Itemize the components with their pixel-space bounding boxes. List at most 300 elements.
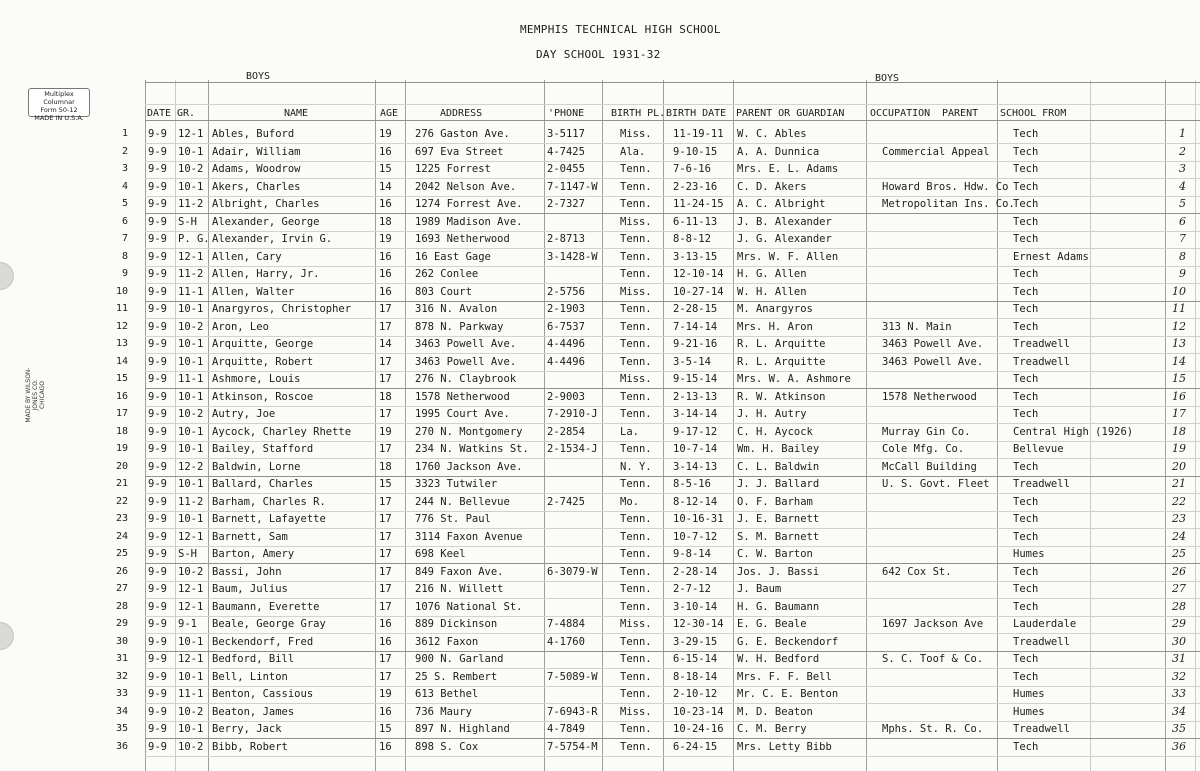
row-rule	[145, 616, 1200, 617]
row-margin-number: 9	[1179, 267, 1186, 280]
row-date: 9-9	[148, 145, 167, 158]
row-date: 9-9	[148, 443, 167, 455]
row-birth-date: 2-10-12	[673, 688, 718, 700]
row-parent: J. Baum	[737, 583, 782, 595]
row-address: 244 N. Bellevue	[415, 495, 510, 508]
row-rule	[145, 388, 1200, 389]
row-birth-place: Miss.	[620, 285, 652, 298]
row-birth-date: 10-23-14	[673, 705, 724, 718]
row-phone: 4-4496	[547, 338, 585, 350]
row-parent: J. B. Alexander	[737, 215, 832, 228]
row-birth-place: Tenn.	[620, 233, 652, 245]
row-phone: 4-7425	[547, 145, 585, 158]
row-grade: 10-1	[178, 723, 204, 735]
row-birth-place: Tenn.	[620, 478, 652, 490]
row-rule	[145, 738, 1200, 739]
row-age: 19	[379, 688, 392, 700]
row-age: 17	[379, 320, 392, 333]
row-birth-place: Tenn.	[620, 688, 652, 700]
row-address: 3463 Powell Ave.	[415, 338, 517, 350]
row-parent: C. W. Barton	[737, 548, 813, 560]
column-header-grade: GR.	[177, 108, 196, 119]
row-date: 9-9	[148, 198, 167, 210]
row-grade: 10-2	[178, 565, 204, 578]
row-grade: 10-1	[178, 355, 204, 368]
row-phone: 7-2910-J	[547, 408, 598, 420]
row-name: Autry, Joe	[212, 408, 276, 420]
row-parent: Mrs. H. Aron	[737, 320, 813, 333]
row-school-from: Tech	[1013, 163, 1039, 175]
form-stub-line: Form 50-12	[40, 106, 78, 114]
row-school-from: Tech	[1013, 583, 1039, 595]
row-birth-date: 8-12-14	[673, 495, 718, 508]
row-age: 17	[379, 565, 392, 578]
row-name: Arquitte, George	[212, 338, 314, 350]
row-birth-date: 3-13-15	[673, 250, 718, 263]
row-margin-number: 27	[1172, 582, 1186, 595]
row-date: 9-9	[148, 338, 167, 350]
row-grade: 10-1	[178, 338, 204, 350]
row-birth-date: 7-14-14	[673, 320, 718, 333]
row-name: Aron, Leo	[212, 320, 269, 333]
row-date: 9-9	[148, 303, 167, 315]
row-number: 15	[115, 373, 128, 384]
row-grade: 10-1	[178, 635, 204, 648]
row-margin-number: 24	[1172, 529, 1186, 543]
row-name: Ashmore, Louis	[212, 373, 301, 385]
row-rule	[145, 161, 1200, 162]
row-birth-place: Tenn.	[620, 565, 652, 578]
row-school-from: Ernest Adams	[1013, 250, 1089, 263]
row-name: Arquitte, Robert	[212, 355, 314, 368]
row-rule	[145, 598, 1200, 599]
row-rule	[145, 458, 1200, 459]
row-phone: 7-4884	[547, 618, 585, 630]
row-grade: 10-2	[178, 408, 204, 420]
row-address: 316 N. Avalon	[415, 303, 498, 315]
row-birth-date: 3-14-14	[673, 408, 718, 420]
row-address: 270 N. Montgomery	[415, 425, 523, 438]
row-margin-number: 31	[1172, 652, 1186, 665]
row-parent: M. D. Beaton	[737, 705, 813, 718]
row-birth-date: 8-5-16	[673, 478, 711, 490]
row-date: 9-9	[148, 268, 167, 280]
row-name: Beale, George Gray	[212, 618, 326, 630]
row-parent: C. D. Akers	[737, 180, 807, 193]
row-name: Anargyros, Christopher	[212, 303, 352, 315]
row-grade: 11-1	[178, 285, 204, 298]
row-date: 9-9	[148, 513, 167, 525]
row-margin-number: 7	[1179, 232, 1186, 245]
row-grade: 10-1	[178, 145, 204, 158]
row-address: 276 N. Claybrook	[415, 373, 517, 385]
row-date: 9-9	[148, 600, 167, 613]
row-margin-number: 21	[1172, 477, 1186, 490]
row-parent: R. W. Atkinson	[737, 390, 826, 403]
row-address: 276 Gaston Ave.	[415, 128, 510, 140]
row-rule	[145, 283, 1200, 284]
row-phone: 2-1903	[547, 303, 585, 315]
row-birth-place: Tenn.	[620, 390, 652, 403]
row-age: 16	[379, 145, 392, 158]
row-number: 18	[115, 425, 128, 437]
row-address: 697 Eva Street	[415, 145, 504, 158]
row-rule	[145, 721, 1200, 722]
row-grade: 10-1	[178, 513, 204, 525]
row-occupation: Howard Bros. Hdw. Co	[882, 180, 1009, 193]
row-number: 35	[115, 723, 128, 734]
row-margin-number: 15	[1172, 372, 1186, 385]
row-age: 17	[379, 600, 392, 613]
row-birth-place: Tenn.	[620, 268, 652, 280]
row-rule	[145, 371, 1200, 372]
row-parent: A. A. Dunnica	[737, 145, 820, 158]
row-name: Allen, Walter	[212, 285, 295, 298]
row-name: Baldwin, Lorne	[212, 460, 301, 473]
row-age: 16	[379, 635, 392, 648]
row-number: 24	[115, 530, 128, 542]
row-age: 16	[379, 250, 392, 263]
row-number: 25	[115, 548, 128, 559]
row-birth-date: 9-10-15	[673, 145, 718, 158]
row-date: 9-9	[148, 233, 167, 245]
row-number: 11	[115, 303, 128, 314]
column-header-date: DATE	[147, 108, 172, 119]
row-school-from: Lauderdale	[1013, 618, 1077, 630]
row-address: 16 East Gage	[415, 250, 491, 263]
row-school-from: Tech	[1013, 145, 1039, 158]
row-name: Bibb, Robert	[212, 740, 288, 753]
row-name: Allen, Cary	[212, 250, 282, 263]
row-parent: Mrs. Letty Bibb	[737, 740, 832, 753]
row-number: 27	[115, 583, 128, 594]
row-school-from: Humes	[1013, 688, 1045, 700]
row-birth-date: 10-7-14	[673, 443, 718, 455]
row-name: Benton, Cassious	[212, 688, 314, 700]
row-occupation: 642 Cox St.	[882, 565, 952, 578]
row-age: 16	[379, 198, 392, 210]
row-parent: A. C. Albright	[737, 198, 826, 210]
row-date: 9-9	[148, 635, 167, 648]
row-rule	[145, 651, 1200, 652]
row-rule	[145, 668, 1200, 669]
row-date: 9-9	[148, 390, 167, 403]
column-header-parent: PARENT OR GUARDIAN	[736, 108, 845, 119]
column-header-birth-place: BIRTH PL.	[611, 108, 666, 119]
row-number: 33	[115, 688, 128, 699]
row-rule	[145, 248, 1200, 249]
row-occupation: 3463 Powell Ave.	[882, 355, 984, 368]
row-age: 15	[379, 723, 392, 735]
row-margin-number: 17	[1172, 407, 1186, 420]
row-age: 16	[379, 268, 392, 280]
row-phone: 2-2854	[547, 425, 585, 438]
row-address: 262 Conlee	[415, 268, 479, 280]
row-birth-place: Tenn.	[620, 180, 652, 193]
row-parent: J. G. Alexander	[737, 233, 832, 245]
row-date: 9-9	[148, 355, 167, 368]
row-age: 18	[379, 460, 392, 473]
row-date: 9-9	[148, 583, 167, 595]
row-name: Allen, Harry, Jr.	[212, 268, 320, 280]
row-parent: Mr. C. E. Benton	[737, 688, 839, 700]
row-grade: 12-1	[178, 128, 204, 140]
row-name: Adair, William	[212, 145, 301, 158]
row-number: 14	[115, 355, 128, 367]
row-name: Bedford, Bill	[212, 653, 295, 665]
row-rule	[145, 178, 1200, 179]
row-number: 23	[115, 513, 128, 524]
row-age: 14	[379, 180, 392, 193]
row-school-from: Treadwell	[1013, 338, 1070, 350]
row-birth-date: 10-7-12	[673, 530, 718, 543]
row-occupation: McCall Building	[882, 460, 977, 473]
row-date: 9-9	[148, 723, 167, 735]
row-birth-place: N. Y.	[620, 460, 652, 473]
row-birth-place: Tenn.	[620, 250, 652, 263]
row-school-from: Tech	[1013, 565, 1039, 578]
row-address: 1989 Madison Ave.	[415, 215, 523, 228]
maker-mark: MADE BY WILSON-JONES CO. CHICAGO	[25, 367, 46, 423]
row-rule	[145, 546, 1200, 547]
row-school-from: Tech	[1013, 180, 1039, 193]
row-number: 22	[115, 495, 128, 507]
row-name: Barnett, Lafayette	[212, 513, 326, 525]
form-stub-line: Multiplex Columnar	[43, 90, 75, 106]
row-address: 849 Faxon Ave.	[415, 565, 504, 578]
row-age: 17	[379, 303, 392, 315]
row-school-from: Tech	[1013, 320, 1039, 333]
row-address: 3114 Faxon Avenue	[415, 530, 523, 543]
row-age: 17	[379, 670, 392, 683]
row-grade: P. G.	[178, 233, 210, 245]
row-address: 613 Bethel	[415, 688, 479, 700]
row-date: 9-9	[148, 128, 167, 140]
row-name: Beaton, James	[212, 705, 295, 718]
row-rule	[145, 406, 1200, 407]
row-birth-date: 11-19-11	[673, 128, 724, 140]
row-date: 9-9	[148, 705, 167, 718]
row-age: 17	[379, 548, 392, 560]
row-phone: 7-5754-M	[547, 740, 598, 753]
row-birth-date: 2-13-13	[673, 390, 718, 403]
row-margin-number: 30	[1172, 634, 1186, 648]
row-margin-number: 25	[1172, 547, 1186, 560]
row-grade: 10-1	[178, 443, 204, 455]
row-margin-number: 23	[1172, 512, 1186, 525]
row-name: Alexander, Irvin G.	[212, 233, 333, 245]
row-birth-place: Tenn.	[620, 338, 652, 350]
row-grade: 12-1	[178, 600, 204, 613]
row-age: 17	[379, 495, 392, 508]
row-address: 3463 Powell Ave.	[415, 355, 517, 368]
row-grade: 12-1	[178, 250, 204, 263]
row-occupation: Commercial Appeal	[882, 145, 990, 158]
row-birth-place: Tenn.	[620, 723, 652, 735]
row-school-from: Tech	[1013, 670, 1039, 683]
row-date: 9-9	[148, 495, 167, 508]
row-date: 9-9	[148, 320, 167, 333]
row-phone: 3-5117	[547, 128, 585, 140]
row-name: Ables, Buford	[212, 128, 295, 140]
row-birth-date: 12-30-14	[673, 618, 724, 630]
row-date: 9-9	[148, 408, 167, 420]
row-address: 897 N. Highland	[415, 723, 510, 735]
row-school-from: Tech	[1013, 495, 1039, 508]
row-grade: 10-1	[178, 390, 204, 403]
row-phone: 7-5089-W	[547, 670, 598, 683]
row-parent: Mrs. W. A. Ashmore	[737, 373, 851, 385]
row-name: Baumann, Everette	[212, 600, 320, 613]
row-number: 29	[115, 618, 128, 629]
row-margin-number: 16	[1172, 389, 1186, 403]
row-address: 889 Dickinson	[415, 618, 498, 630]
row-date: 9-9	[148, 530, 167, 543]
row-school-from: Humes	[1013, 548, 1045, 560]
row-phone: 3-1428-W	[547, 250, 598, 263]
row-school-from: Tech	[1013, 268, 1039, 280]
row-occupation: 1578 Netherwood	[882, 390, 977, 403]
row-birth-date: 9-8-14	[673, 548, 711, 560]
row-name: Ballard, Charles	[212, 478, 314, 490]
row-parent: S. M. Barnett	[737, 530, 820, 543]
form-stub	[28, 88, 90, 122]
row-address: 1274 Forrest Ave.	[415, 198, 523, 210]
row-margin-number: 12	[1172, 319, 1186, 333]
row-margin-number: 13	[1172, 337, 1186, 350]
row-address: 1578 Netherwood	[415, 390, 510, 403]
row-date: 9-9	[148, 285, 167, 298]
row-school-from: Humes	[1013, 705, 1045, 718]
row-birth-place: Tenn.	[620, 443, 652, 455]
row-parent: C. H. Aycock	[737, 425, 813, 438]
row-phone: 7-6943-R	[547, 705, 598, 718]
row-parent: G. E. Beckendorf	[737, 635, 839, 648]
row-number: 12	[115, 320, 128, 332]
row-date: 9-9	[148, 565, 167, 578]
row-birth-place: Tenn.	[620, 530, 652, 543]
row-number: 2	[121, 145, 128, 157]
column-header-birth-date: BIRTH DATE	[666, 108, 727, 119]
row-birth-place: Tenn.	[620, 303, 652, 315]
row-age: 18	[379, 215, 392, 228]
row-birth-date: 10-24-16	[673, 723, 724, 735]
row-margin-number: 19	[1172, 442, 1186, 455]
row-birth-date: 11-24-15	[673, 198, 724, 210]
row-grade: 12-1	[178, 653, 204, 665]
school-title: MEMPHIS TECHNICAL HIGH SCHOOL	[520, 23, 721, 36]
row-parent: Jos. J. Bassi	[737, 565, 820, 578]
row-birth-place: Tenn.	[620, 513, 652, 525]
row-rule	[145, 82, 1200, 83]
row-grade: 11-1	[178, 373, 204, 385]
row-birth-date: 12-10-14	[673, 268, 724, 280]
row-birth-date: 8-18-14	[673, 670, 718, 683]
row-name: Baum, Julius	[212, 583, 288, 595]
row-birth-place: La.	[620, 425, 639, 438]
row-date: 9-9	[148, 670, 167, 683]
row-name: Bassi, John	[212, 565, 282, 578]
row-rule	[145, 633, 1200, 634]
row-grade: 11-2	[178, 268, 204, 280]
row-number: 26	[115, 565, 128, 577]
row-age: 18	[379, 390, 392, 403]
row-birth-place: Tenn.	[620, 198, 652, 210]
row-birth-date: 6-11-13	[673, 215, 718, 228]
binder-hole	[0, 262, 14, 290]
row-birth-place: Tenn.	[620, 355, 652, 368]
row-parent: J. J. Ballard	[737, 478, 820, 490]
row-school-from: Treadwell	[1013, 478, 1070, 490]
row-number: 28	[115, 600, 128, 612]
row-parent: W. H. Bedford	[737, 653, 820, 665]
row-birth-date: 3-10-14	[673, 600, 718, 613]
row-birth-date: 10-27-14	[673, 285, 724, 298]
row-age: 15	[379, 163, 392, 175]
row-number: 1	[121, 128, 128, 139]
row-birth-date: 3-5-14	[673, 355, 711, 368]
row-occupation: 313 N. Main	[882, 320, 952, 333]
row-parent: H. G. Allen	[737, 268, 807, 280]
row-address: 698 Keel	[415, 548, 466, 560]
row-birth-date: 9-15-14	[673, 373, 718, 385]
row-grade: 10-1	[178, 180, 204, 193]
row-birth-date: 7-6-16	[673, 163, 711, 175]
row-school-from: Tech	[1013, 653, 1039, 665]
row-birth-date: 2-28-15	[673, 303, 718, 315]
row-birth-date: 2-23-16	[673, 180, 718, 193]
row-occupation: Cole Mfg. Co.	[882, 443, 965, 455]
row-school-from: Bellevue	[1013, 443, 1064, 455]
row-grade: 10-1	[178, 670, 204, 683]
row-phone: 2-9003	[547, 390, 585, 403]
row-rule	[145, 703, 1200, 704]
row-age: 17	[379, 513, 392, 525]
row-number: 21	[115, 478, 128, 489]
row-birth-place: Tenn.	[620, 408, 652, 420]
row-margin-number: 5	[1179, 197, 1186, 210]
row-age: 17	[379, 408, 392, 420]
row-address: 776 St. Paul	[415, 513, 491, 525]
row-phone: 2-7425	[547, 495, 585, 508]
row-address: 25 S. Rembert	[415, 670, 498, 683]
binder-hole	[0, 622, 14, 650]
row-margin-number: 3	[1179, 162, 1186, 175]
column-header-name: NAME	[284, 108, 309, 119]
row-number: 13	[115, 338, 128, 349]
row-grade: 10-1	[178, 303, 204, 315]
row-rule	[145, 581, 1200, 582]
row-rule	[145, 476, 1200, 477]
row-birth-date: 9-21-16	[673, 338, 718, 350]
row-rule	[145, 528, 1200, 529]
row-rule	[145, 563, 1200, 564]
row-birth-place: Tenn.	[620, 653, 652, 665]
row-address: 1995 Court Ave.	[415, 408, 510, 420]
row-age: 17	[379, 653, 392, 665]
row-number: 4	[121, 180, 128, 192]
row-rule	[145, 196, 1200, 197]
row-phone: 4-1760	[547, 635, 585, 648]
row-margin-number: 33	[1172, 687, 1186, 700]
row-birth-place: Tenn.	[620, 670, 652, 683]
row-school-from: Tech	[1013, 303, 1039, 315]
row-birth-place: Miss.	[620, 215, 652, 228]
row-phone: 6-3079-W	[547, 565, 598, 578]
column-header-school-from: SCHOOL FROM	[1000, 108, 1067, 119]
row-school-from: Tech	[1013, 740, 1039, 753]
row-rule	[145, 441, 1200, 442]
